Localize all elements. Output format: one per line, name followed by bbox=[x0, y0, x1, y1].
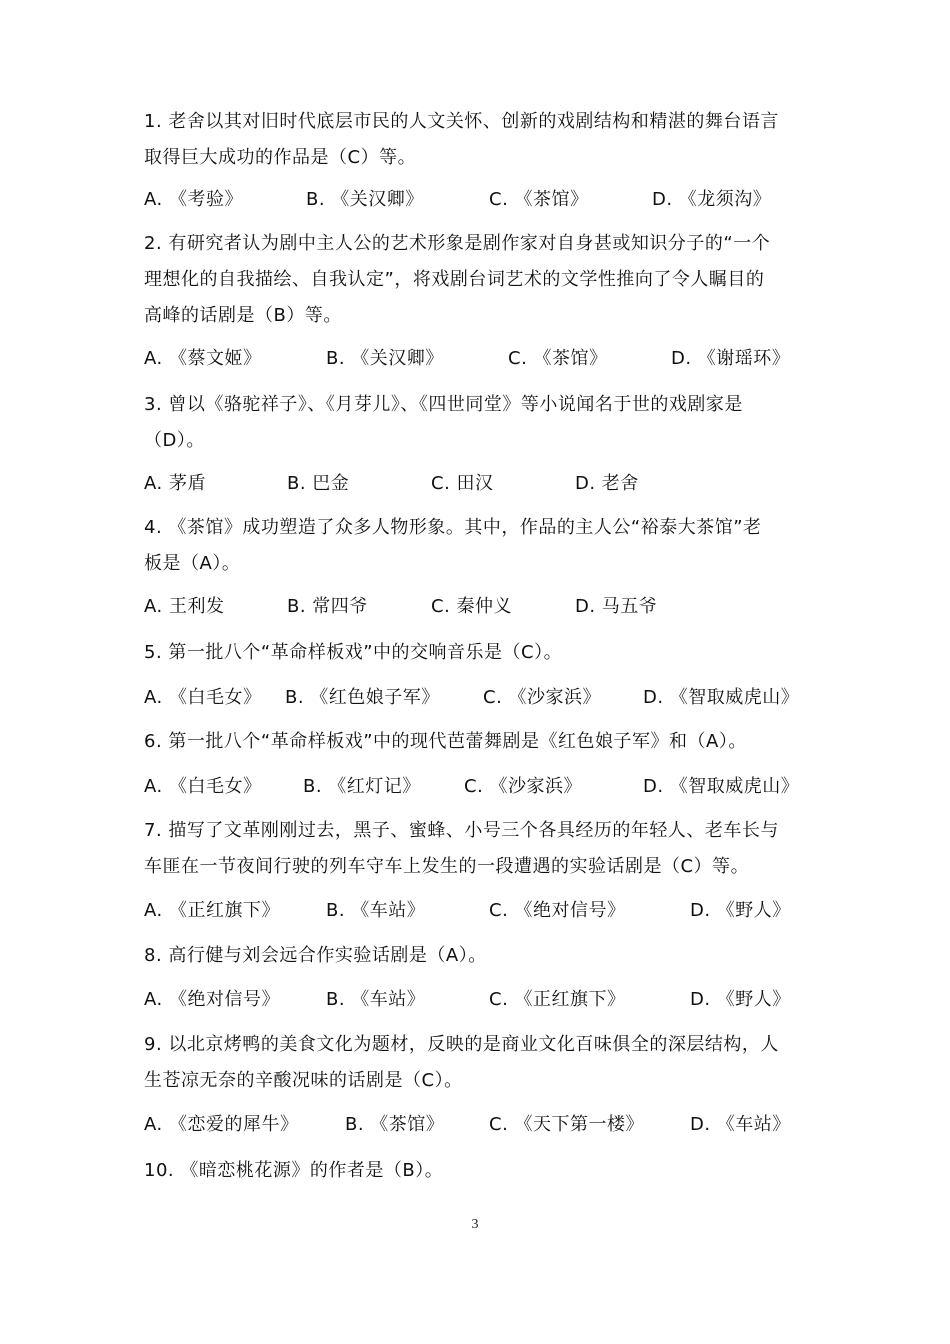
option-b: B. 《红灯记》 bbox=[303, 776, 421, 797]
option-c: C. 《沙家浜》 bbox=[483, 687, 602, 708]
option-b: B. 《关汉卿》 bbox=[326, 348, 444, 369]
option-a: A. 《考验》 bbox=[144, 189, 243, 210]
question-5-line-1: 5. 第一批八个“革命样板戏”中的交响音乐是（C）。 bbox=[144, 642, 563, 663]
option-b: B. 《红色娘子军》 bbox=[285, 687, 440, 708]
option-a: A. 《蔡文姬》 bbox=[144, 348, 262, 369]
question-2-line-2: 理想化的自我描绘、自我认定”，将戏剧台词艺术的文学性推向了令人瞩目的 bbox=[144, 269, 765, 290]
option-c: C. 《绝对信号》 bbox=[489, 900, 626, 921]
option-c: C. 《茶馆》 bbox=[489, 189, 589, 210]
option-b: B. 常四爷 bbox=[287, 596, 368, 617]
question-4-line-2: 板是（A）。 bbox=[144, 553, 241, 574]
question-8-line-1: 8. 高行健与刘会远合作实验话剧是（A）。 bbox=[144, 945, 487, 966]
question-1-line-1: 1. 老舍以其对旧时代底层市民的人文关怀、创新的戏剧结构和精湛的舞台语言 bbox=[144, 111, 779, 132]
question-2-line-3: 高峰的话剧是（B）等。 bbox=[144, 305, 342, 326]
option-d: D. 《谢瑶环》 bbox=[671, 348, 791, 369]
question-9-line-2: 生苍凉无奈的辛酸况味的话剧是（C）。 bbox=[144, 1070, 463, 1091]
option-c: C. 《天下第一楼》 bbox=[489, 1114, 645, 1135]
option-c: C. 田汉 bbox=[431, 473, 494, 494]
option-d: D. 马五爷 bbox=[575, 596, 658, 617]
question-7-line-2: 车匪在一节夜间行驶的列车守车上发生的一段遭遇的实验话剧是（C）等。 bbox=[144, 856, 750, 877]
option-a: A. 王利发 bbox=[144, 596, 225, 617]
question-2-line-1: 2. 有研究者认为剧中主人公的艺术形象是剧作家对自身甚或知识分子的“一个 bbox=[144, 233, 771, 254]
question-6-line-1: 6. 第一批八个“革命样板戏”中的现代芭蕾舞剧是《红色娘子军》和（A）。 bbox=[144, 731, 747, 752]
option-a: A. 《绝对信号》 bbox=[144, 989, 280, 1010]
option-c: C. 《沙家浜》 bbox=[464, 776, 583, 797]
question-9-line-1: 9. 以北京烤鸭的美食文化为题材，反映的是商业文化百味俱全的深层结构，人 bbox=[144, 1034, 779, 1055]
option-b: B. 《车站》 bbox=[326, 989, 426, 1010]
question-3-line-2: （D）。 bbox=[144, 430, 205, 451]
option-a: A. 茅盾 bbox=[144, 473, 206, 494]
question-3-line-1: 3. 曾以《骆驼祥子》、《月芽儿》、《四世同堂》等小说闻名于世的戏剧家是 bbox=[144, 394, 743, 415]
option-a: A. 《正红旗下》 bbox=[144, 900, 280, 921]
option-d: D. 《智取威虎山》 bbox=[643, 687, 800, 708]
option-b: B. 《关汉卿》 bbox=[306, 189, 424, 210]
option-d: D. 《野人》 bbox=[690, 900, 791, 921]
page-number: 3 bbox=[471, 1217, 479, 1232]
option-d: D. 《车站》 bbox=[690, 1114, 791, 1135]
question-1-line-2: 取得巨大成功的作品是（C）等。 bbox=[144, 147, 417, 168]
option-b: B. 《车站》 bbox=[326, 900, 426, 921]
option-a: A. 《白毛女》 bbox=[144, 687, 262, 708]
question-10-line-1: 10. 《暗恋桃花源》的作者是（B）。 bbox=[144, 1160, 444, 1181]
option-d: D. 《野人》 bbox=[690, 989, 791, 1010]
option-d: D. 《龙须沟》 bbox=[652, 189, 772, 210]
option-d: D. 《智取威虎山》 bbox=[643, 776, 800, 797]
question-4-line-1: 4. 《茶馆》成功塑造了众多人物形象。其中，作品的主人公“裕泰大茶馆”老 bbox=[144, 517, 762, 538]
question-7-line-1: 7. 描写了文革刚刚过去，黑子、蜜蜂、小号三个各具经历的年轻人、老车长与 bbox=[144, 820, 779, 841]
option-c: C. 《正红旗下》 bbox=[489, 989, 626, 1010]
option-a: A. 《白毛女》 bbox=[144, 776, 262, 797]
option-a: A. 《恋爱的犀牛》 bbox=[144, 1114, 299, 1135]
option-b: B. 《茶馆》 bbox=[345, 1114, 445, 1135]
option-b: B. 巴金 bbox=[287, 473, 350, 494]
option-c: C. 《茶馆》 bbox=[508, 348, 608, 369]
option-d: D. 老舍 bbox=[575, 473, 639, 494]
option-c: C. 秦仲义 bbox=[431, 596, 513, 617]
